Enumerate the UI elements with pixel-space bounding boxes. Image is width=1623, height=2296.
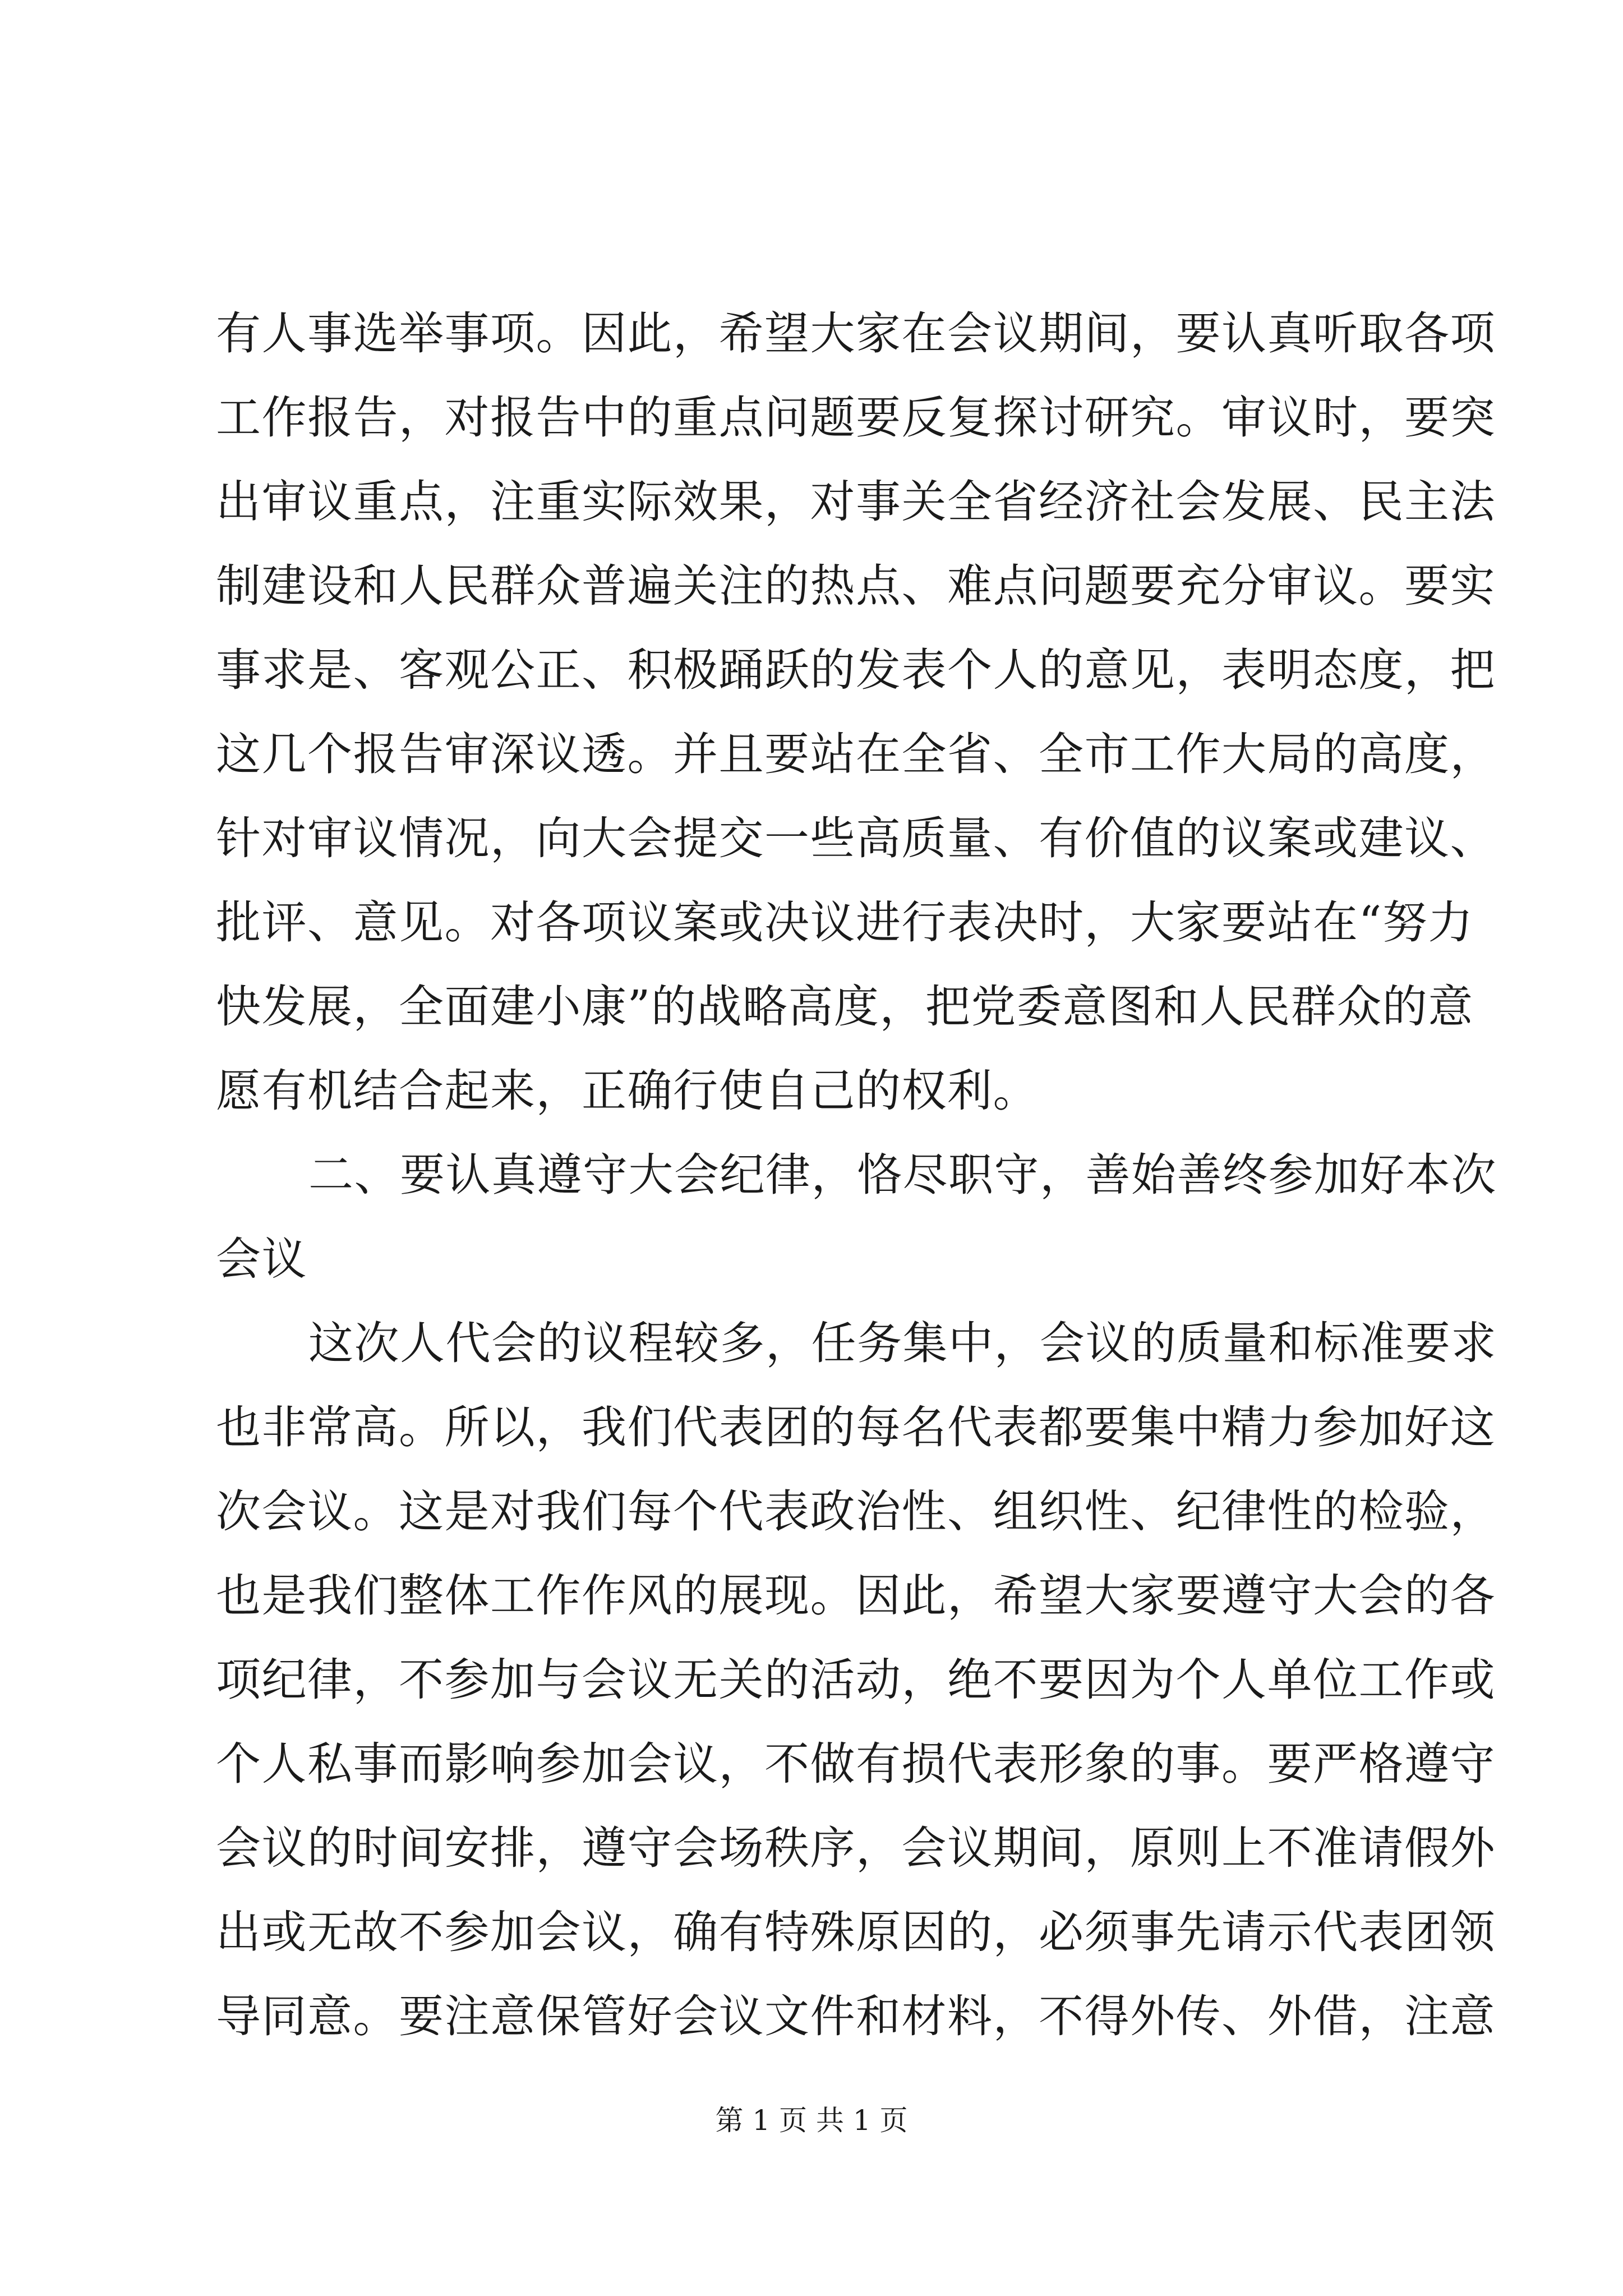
page-footer <box>0 2101 1623 2140</box>
body-line: 工作报告，对报告中的重点问题要反复探讨研究。审议时，要突 <box>216 392 1496 444</box>
body-line: 项纪律，不参加与会议无关的活动，绝不要因为个人单位工作或 <box>216 1654 1496 1706</box>
body-line: 事求是、客观公正、积极踊跃的发表个人的意见，表明态度，把 <box>216 644 1496 696</box>
section-heading-line: 会议 <box>216 1233 307 1285</box>
body-line: 有人事选举事项。因此，希望大家在会议期间，要认真听取各项 <box>216 307 1496 360</box>
body-line: 也是我们整体工作作风的展现。因此，希望大家要遵守大会的各 <box>216 1570 1496 1622</box>
section-heading-line: 二、要认真遵守大会纪律，恪尽职守，善始善终参加好本次 <box>308 1149 1497 1201</box>
body-line: 会议的时间安排，遵守会场秩序，会议期间，原则上不准请假外 <box>216 1822 1496 1874</box>
body-line: 愿有机结合起来，正确行使自己的权利。 <box>216 1065 1039 1117</box>
body-line: 针对审议情况，向大会提交一些高质量、有价值的议案或建议、 <box>216 812 1496 864</box>
page-number-label: 第 1 页 共 1 页 <box>715 2104 908 2137</box>
body-line: 次会议。这是对我们每个代表政治性、组织性、纪律性的检验， <box>216 1485 1496 1538</box>
body-line: 出或无故不参加会议，确有特殊原因的，必须事先请示代表团领 <box>216 1906 1496 1958</box>
body-line: 快发展，全面建小康”的战略高度，把党委意图和人民群众的意 <box>216 981 1474 1033</box>
body-line: 导同意。要注意保管好会议文件和材料，不得外传、外借，注意 <box>216 1990 1496 2042</box>
body-line: 这次人代会的议程较多，任务集中，会议的质量和标准要求 <box>308 1317 1497 1369</box>
body-line: 出审议重点，注重实际效果，对事关全省经济社会发展、民主法 <box>216 476 1496 528</box>
body-line: 个人私事而影响参加会议，不做有损代表形象的事。要严格遵守 <box>216 1738 1496 1790</box>
document-body <box>216 292 1497 2059</box>
body-line: 也非常高。所以，我们代表团的每名代表都要集中精力参加好这 <box>216 1401 1496 1453</box>
body-line: 批评、意见。对各项议案或决议进行表决时，大家要站在“努力 <box>216 896 1474 949</box>
body-line: 这几个报告审深议透。并且要站在全省、全市工作大局的高度， <box>216 728 1496 780</box>
body-line: 制建设和人民群众普遍关注的热点、难点问题要充分审议。要实 <box>216 560 1496 612</box>
